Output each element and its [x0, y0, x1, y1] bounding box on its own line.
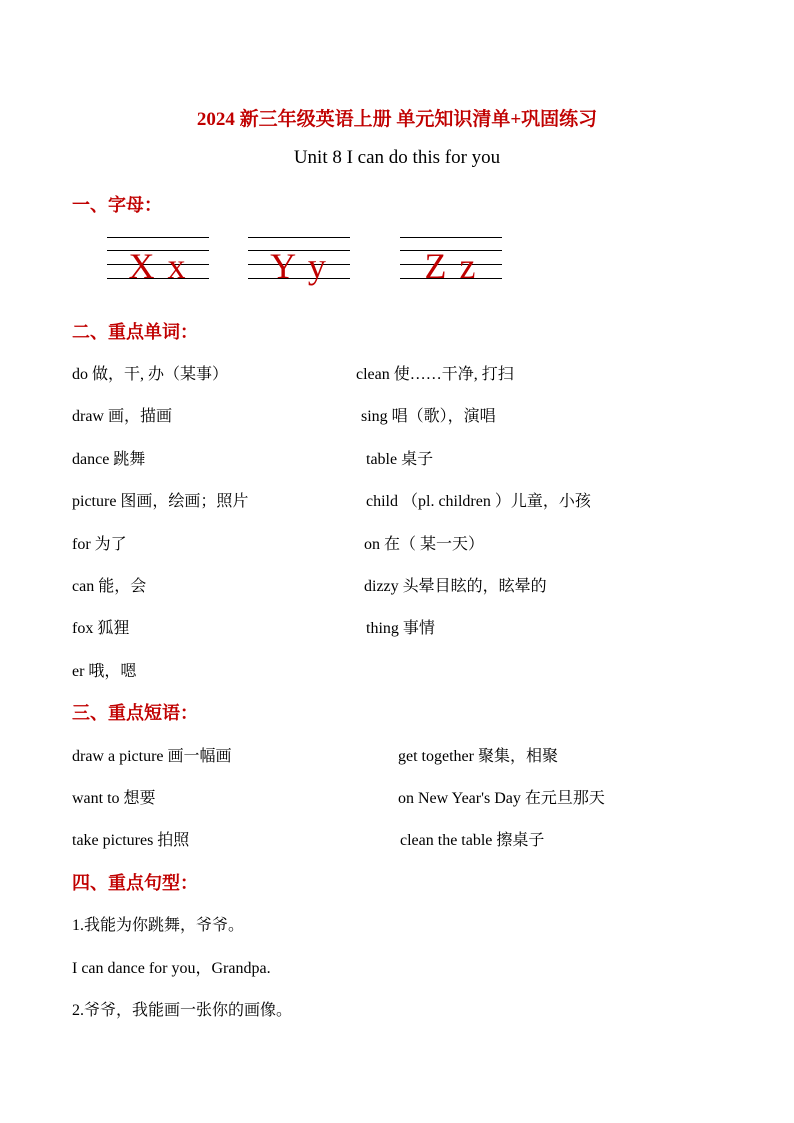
letters-heading: 一、字母：	[72, 195, 162, 215]
word-item: child （pl. children ）儿童，小孩	[366, 493, 591, 510]
phrase-item: clean the table 擦桌子	[400, 832, 545, 849]
word-item: fox 狐狸	[72, 620, 130, 637]
letter-glyphs: Z z	[424, 246, 478, 286]
sentence-line: I can dance for you，Grandpa.	[72, 960, 271, 977]
phrases-heading: 三、重点短语：	[72, 703, 198, 723]
phrase-item: get together 聚集，相聚	[398, 748, 558, 765]
word-item: dizzy 头晕目眩的，眩晕的	[364, 578, 547, 595]
letter-glyphs: X x	[128, 246, 188, 286]
phrase-item: on New Year's Day 在元旦那天	[398, 790, 605, 807]
letter-glyphs: Y y	[270, 246, 328, 286]
letter-block-x	[107, 230, 209, 290]
sentence-line: 2.爷爷，我能画一张你的画像。	[72, 1002, 293, 1019]
word-item: draw 画，描画	[72, 408, 172, 425]
word-item: dance 跳舞	[72, 451, 146, 468]
phrase-item: draw a picture 画一幅画	[72, 748, 232, 765]
word-item: picture 图画，绘画；照片	[72, 493, 249, 510]
word-item: on 在（ 某一天）	[364, 536, 485, 553]
guide-line	[400, 237, 502, 238]
word-item: er 哦，嗯	[72, 663, 137, 680]
word-item: do 做，干, 办（某事）	[72, 366, 229, 383]
unit-subtitle: Unit 8 I can do this for you	[293, 147, 501, 168]
sentence-line: 1.我能为你跳舞，爷爷。	[72, 917, 245, 934]
letter-block-y	[248, 230, 350, 290]
word-item: sing 唱（歌），演唱	[361, 408, 496, 425]
words-heading: 二、重点单词：	[72, 322, 198, 342]
guide-line	[107, 237, 209, 238]
word-item: table 桌子	[366, 451, 434, 468]
phrase-item: want to 想要	[72, 790, 156, 807]
word-item: for 为了	[72, 536, 127, 553]
page-title: 2024 新三年级英语上册 单元知识清单+巩固练习	[196, 109, 598, 130]
guide-line	[248, 237, 350, 238]
sentences-heading: 四、重点句型：	[72, 873, 198, 893]
phrase-item: take pictures 拍照	[72, 832, 190, 849]
letter-block-z	[400, 230, 502, 290]
word-item: clean 使……干净, 打扫	[356, 366, 514, 383]
word-item: thing 事情	[366, 620, 435, 637]
word-item: can 能，会	[72, 578, 147, 595]
